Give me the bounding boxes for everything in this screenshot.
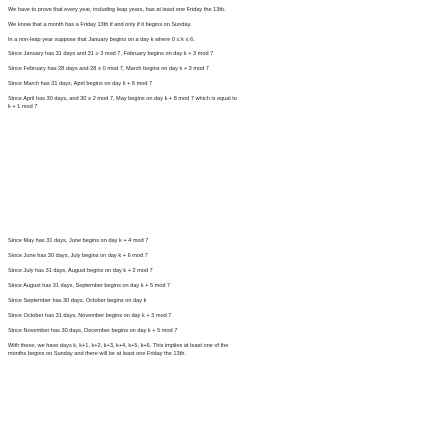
text-line-12: Since August has 31 days, September begins on day k + 5 mod 7 [8, 283, 171, 289]
text-line-1: We have to prove that every year, including leap years, has at least one Friday the 13th. [8, 7, 226, 13]
text-line-17: months begins on Sunday and there will be at least one Friday the 13th. [8, 351, 186, 357]
text-line-14: Since October has 31 days, November begins on day k + 3 mod 7 [8, 313, 172, 319]
text-line-8: k + 1 mod 7 [8, 104, 38, 110]
text-line-5: Since February has 28 days and 28 ≡ 0 mod 7, March begins on day k + 3 mod 7 [8, 66, 209, 72]
text-line-6: Since March has 31 days, April begins on day k + 6 mod 7 [8, 81, 153, 87]
text-line-3: In a non-leap year suppose that January begins on a day k where 0 ≤ k ≤ 6. [8, 37, 195, 43]
text-line-15: Since November has 30 days, December begins on day k + 5 mod 7 [8, 328, 178, 334]
text-line-7: Since April has 30 days, and 30 ≡ 2 mod 7, May begins on day k + 8 mod 7 which is equal to [8, 96, 237, 102]
text-line-10: Since June has 30 days, July begins on day k + 6 mod 7 [8, 253, 148, 259]
text-line-4: Since January has 31 days and 31 ≡ 3 mod 7, February begins on day k + 3 mod 7 [8, 51, 214, 57]
text-line-9: Since May has 31 days, June begins on day k + 4 mod 7 [8, 238, 149, 244]
text-line-2: We know that a month has a Friday 13th if and only if it begins on Sunday. [8, 22, 192, 28]
text-line-16: With these, we have days k, k+1, k+2, k+3, k+4, k+5, k+6. This implies at least one of the [8, 343, 229, 349]
text-line-13: Since September has 30 days, October begins on day k [8, 298, 147, 304]
text-line-11: Since July has 31 days, August begins on day k + 2 mod 7 [8, 268, 153, 274]
